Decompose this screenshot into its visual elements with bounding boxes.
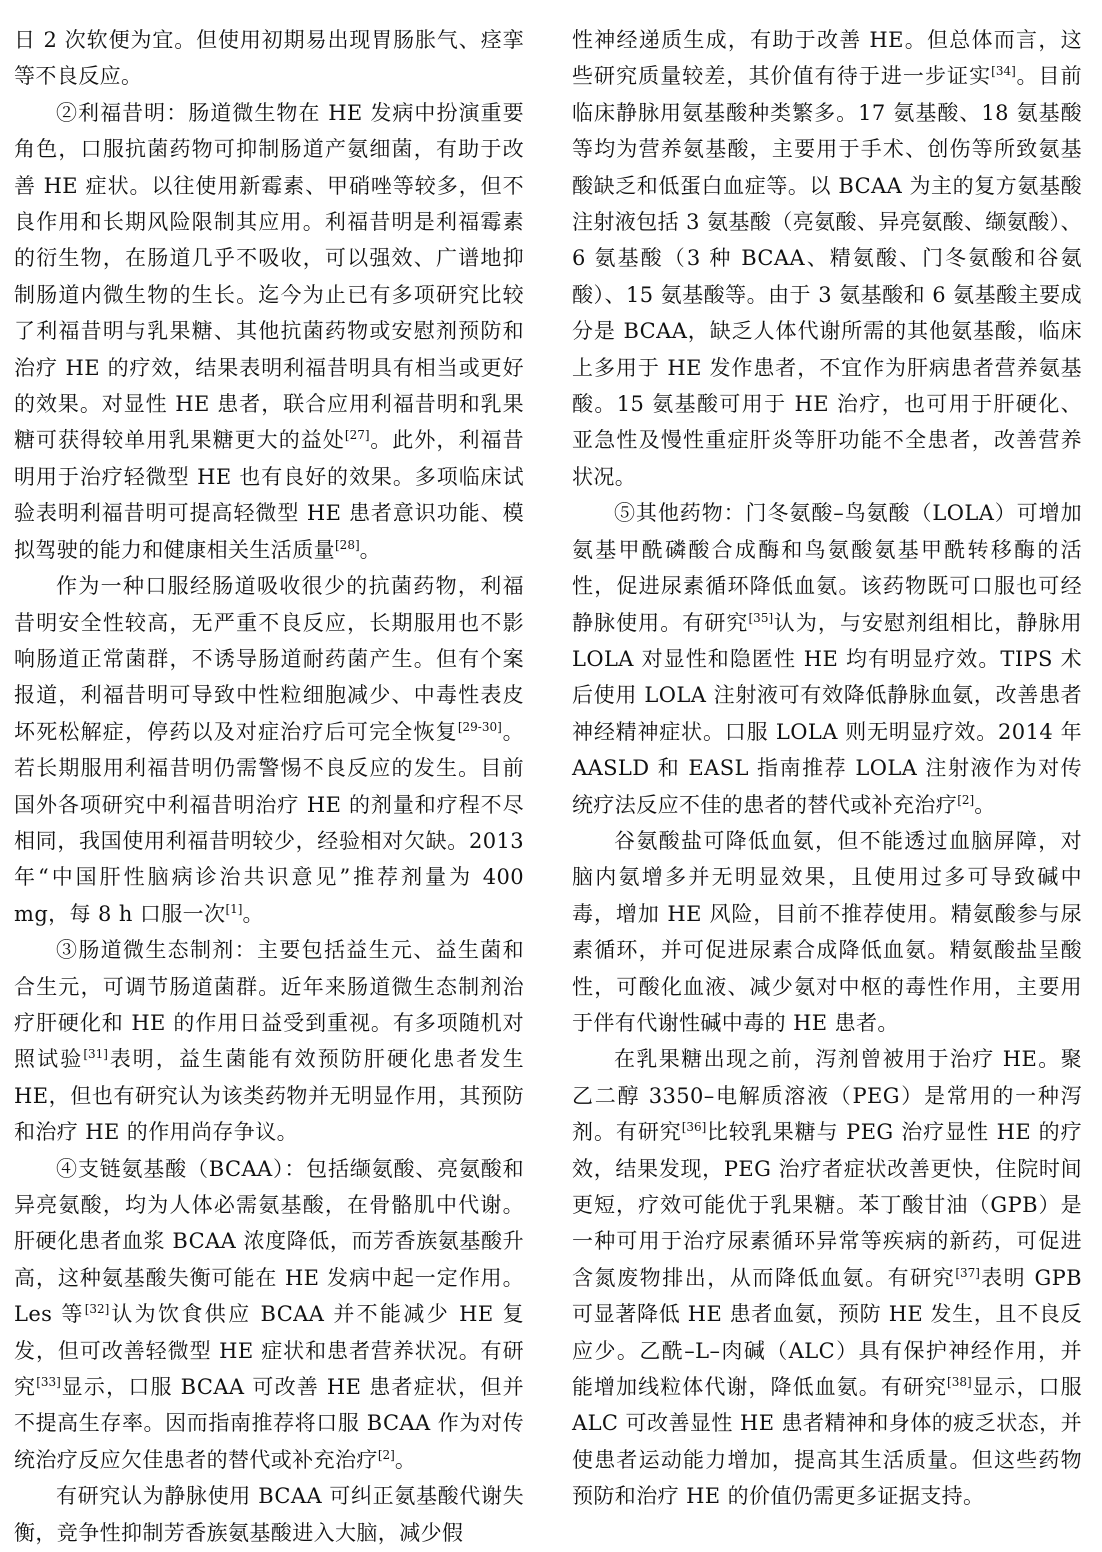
paragraph-text: 表明 GPB 可显著降低 HE 患者血氨，预防 HE 发生，且不良反应少。乙酰–L–肉碱（ALC）具有保护神经作用，并能增加线粒体代谢，降低血氨。有研究 xyxy=(572,1265,1082,1400)
body-paragraph xyxy=(14,1151,524,1479)
citation-reference: [28] xyxy=(335,537,360,552)
left-column xyxy=(14,22,524,1552)
citation-reference: [34] xyxy=(991,64,1016,79)
paragraph-text: 性神经递质生成，有助于改善 HE。但总体而言，这些研究质量较差，其价值有待于进一步证实 xyxy=(572,28,1082,89)
citation-reference: [36] xyxy=(681,1120,707,1135)
body-paragraph xyxy=(14,1478,524,1551)
paragraph-text: 在乳果糖出现之前，泻剂曾被用于治疗 HE。聚乙二醇 3350–电解质溶液（PEG）是常用的一种泻剂。有研究 xyxy=(572,1047,1082,1145)
paragraph-text: ③肠道微生态制剂：主要包括益生元、益生菌和合生元，可调节肠道菌群。近年来肠道微生态制剂治疗肝硬化和 HE 的作用日益受到重视。有多项随机对照试验 xyxy=(14,938,524,1072)
citation-reference: [38] xyxy=(947,1375,972,1390)
paragraph-text: ④支链氨基酸（BCAA）：包括缬氨酸、亮氨酸和异亮氨酸，均为人体必需氨基酸，在骨骼肌中代谢。肝硬化患者血浆 BCAA 浓度降低，而芳香族氨基酸升高，这种氨基酸失衡可能在 HE 发病中起一定作用。Les 等 xyxy=(14,1156,524,1327)
citation-reference: [2] xyxy=(377,1447,395,1462)
paragraph-text: 认为，与安慰剂组相比，静脉用 LOLA 对显性和隐匿性 HE 均有明显疗效。TIPS 术后使用 LOLA 注射液可有效降低静脉血氨，改善患者神经精神症状。口服 LOLA 则无明显疗效。2014 年 AASLD 和 EASL 指南推荐 LOLA 注射液作为对传统疗法反应不佳的患者的替代或补充治疗 xyxy=(572,610,1082,817)
body-paragraph xyxy=(572,22,1082,495)
paragraph-text: 表明，益生菌能有效预防肝硬化患者发生 HE，但也有研究认为该类药物并无明显作用，其预防和治疗 HE 的作用尚存争议。 xyxy=(14,1047,524,1145)
body-paragraph xyxy=(14,932,524,1150)
paragraph-text: 显示，口服 ALC 可改善显性 HE 患者精神和身体的疲乏状态，并使患者运动能力增加，提高其生活质量。但这些药物预防和治疗 HE 的价值仍需更多证据支持。 xyxy=(572,1375,1082,1509)
paragraph-text: 有研究认为静脉使用 BCAA 可纠正氨基酸代谢失衡，竞争性抑制芳香族氨基酸进入大脑，减少假 xyxy=(14,1484,524,1545)
paragraph-text: 。若长期服用利福昔明仍需警惕不良反应的发生。目前国外各项研究中利福昔明治疗 HE 的剂量和疗程不尽相同，我国使用利福昔明较少，经验相对欠缺。2013 年“中国肝性脑病诊治共识意见”推荐剂量为 400 mg，每 8 h 口服一次 xyxy=(14,719,525,926)
body-paragraph xyxy=(14,22,524,95)
paragraph-text: 谷氨酸盐可降低血氨，但不能透过血脑屏障，对脑内氨增多并无明显效果，且使用过多可导致碱中毒，增加 HE 风险，目前不推荐使用。精氨酸参与尿素循环，并可促进尿素合成降低血氨。精氨酸盐呈酸性，可酸化血液、减少氨对中枢的毒性作用，主要用于伴有代谢性碱中毒的 HE 患者。 xyxy=(572,828,1082,1035)
paragraph-text: 比较乳果糖与 PEG 治疗显性 HE 的疗效，结果发现，PEG 治疗者症状改善更快，住院时间更短，疗效可能优于乳果糖。苯丁酸甘油（GPB）是一种可用于治疗尿素循环异常等疾病的新药，可促进含氮废物排出，从而降低血氨。有研究 xyxy=(572,1120,1083,1290)
right-column xyxy=(572,22,1082,1552)
paragraph-text: 。此外，利福昔明用于治疗轻微型 HE 也有良好的效果。多项临床试验表明利福昔明可提高轻微型 HE 患者意识功能、模拟驾驶的能力和健康相关生活质量 xyxy=(14,428,524,562)
body-paragraph xyxy=(572,495,1082,823)
paragraph-text: 认为饮食供应 BCAA 并不能减少 HE 复发，但可改善轻微型 HE 症状和患者营养状况。有研究 xyxy=(14,1302,524,1400)
paragraph-text: 。 xyxy=(974,792,996,817)
paragraph-text: 。目前临床静脉用氨基酸种类繁多。17 氨基酸、18 氨基酸等均为营养氨基酸，主要用于手术、创伤等所致氨基酸缺乏和低蛋白血症等。以 BCAA 为主的复方氨基酸注射液包括 3 氨基酸（亮氨酸、异亮氨酸、缬氨酸）、6 氨基酸（3 种 BCAA、精氨酸、门冬氨酸和谷氨酸）、15 氨基酸等。由于 3 氨基酸和 6 氨基酸主要成分是 BCAA，缺乏人体代谢所需的其他氨基酸，临床上多用于 HE 发作患者，不宜作为肝病患者营养氨基酸。15 氨基酸可用于 HE 治疗，也可用于肝硬化、亚急性及慢性重症肝炎等肝功能不全患者，改善营养状况。 xyxy=(572,64,1082,489)
paragraph-text: 。 xyxy=(394,1447,417,1472)
paragraph-text: ②利福昔明：肠道微生物在 HE 发病中扮演重要角色，口服抗菌药物可抑制肠道产氨细菌，有助于改善 HE 症状。以往使用新霉素、甲硝唑等较多，但不良作用和长期风险限制其应用。利福昔明是利福霉素的衍生物，在肠道几乎不吸收，可以强效、广谱地抑制肠道内微生物的生长。迄今为止已有多项研究比较了利福昔明与乳果糖、其他抗菌药物或安慰剂预防和治疗 HE 的疗效，结果表明利福昔明具有相当或更好的效果。对显性 HE 患者，联合应用利福昔明和乳果糖可获得较单用乳果糖更大的益处 xyxy=(14,100,524,453)
body-paragraph xyxy=(572,823,1082,1041)
paragraph-text: 日 2 次软便为宜。但使用初期易出现胃肠胀气、痉挛等不良反应。 xyxy=(14,28,524,89)
paragraph-text: 作为一种口服经肠道吸收很少的抗菌药物，利福昔明安全性较高，无严重不良反应，长期服用也不影响肠道正常菌群，不诱导肠道耐药菌产生。但有个案报道，利福昔明可导致中性粒细胞减少、中毒性表皮坏死松解症，停药以及对症治疗后可完全恢复 xyxy=(14,574,524,744)
citation-reference: [29-30] xyxy=(457,719,502,734)
citation-reference: [35] xyxy=(748,610,774,625)
body-paragraph xyxy=(14,95,524,568)
paragraph-text: 。 xyxy=(242,901,264,926)
citation-reference: [2] xyxy=(957,792,975,807)
paragraph-text: 。 xyxy=(359,537,382,562)
body-paragraph xyxy=(572,1041,1082,1514)
citation-reference: [27] xyxy=(344,428,370,443)
citation-reference: [31] xyxy=(83,1047,108,1062)
citation-reference: [32] xyxy=(84,1302,110,1317)
citation-reference: [33] xyxy=(36,1375,61,1390)
paragraph-text: ⑤其他药物：门冬氨酸–鸟氨酸（LOLA）可增加氨基甲酰磷酸合成酶和鸟氨酸氨基甲酰转移酶的活性，促进尿素循环降低血氨。该药物既可口服也可经静脉使用。有研究 xyxy=(572,501,1082,635)
citation-reference: [1] xyxy=(225,901,243,916)
body-paragraph xyxy=(14,568,524,932)
paragraph-text: 显示，口服 BCAA 可改善 HE 患者症状，但并不提高生存率。因而指南推荐将口服 BCAA 作为对传统治疗反应欠佳患者的替代或补充治疗 xyxy=(14,1375,524,1472)
citation-reference: [37] xyxy=(955,1265,980,1280)
